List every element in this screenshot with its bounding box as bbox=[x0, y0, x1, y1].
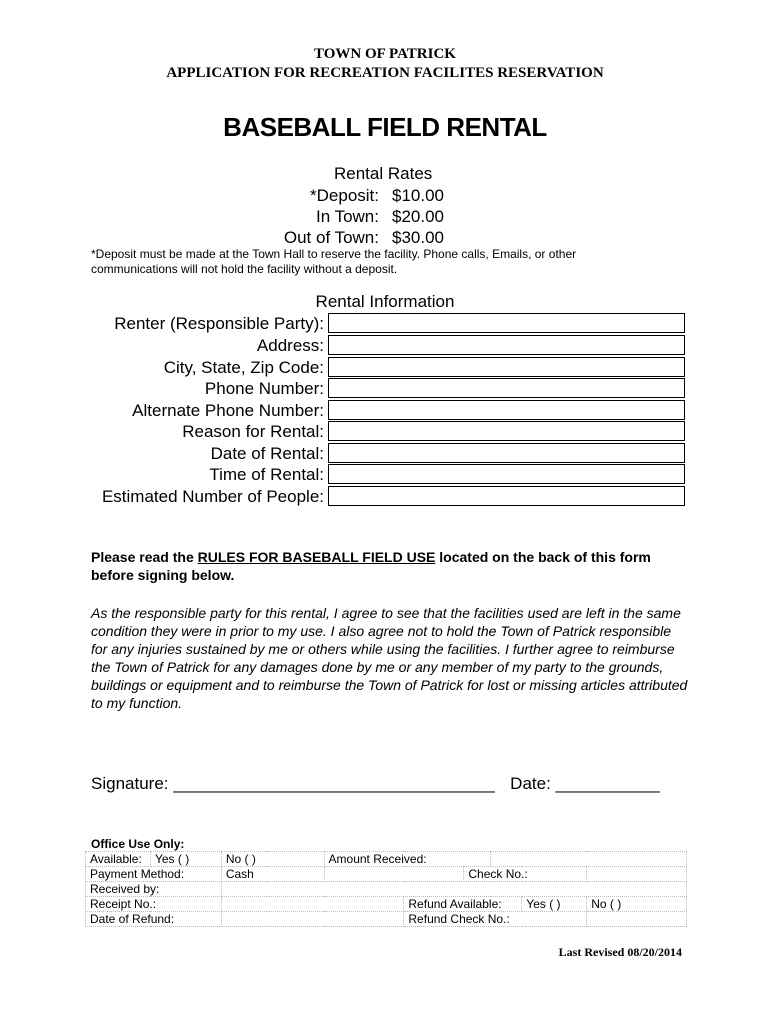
date-input[interactable] bbox=[328, 443, 685, 463]
table-row bbox=[86, 897, 687, 912]
field-people bbox=[0, 486, 770, 507]
amount-received-label: Amount Received: bbox=[324, 852, 491, 867]
field-label: Time of Rental: bbox=[209, 465, 324, 484]
renter-input[interactable] bbox=[328, 313, 685, 333]
check-no-value[interactable] bbox=[587, 867, 687, 882]
time-input[interactable] bbox=[328, 464, 685, 484]
rules-prefix: Please read the bbox=[91, 549, 198, 565]
refund-check-no-label: Refund Check No.: bbox=[404, 912, 587, 927]
page-title: BASEBALL FIELD RENTAL bbox=[223, 112, 547, 142]
signature-label: Signature: bbox=[91, 774, 169, 793]
receipt-no-value[interactable] bbox=[221, 897, 404, 912]
rate-label: *Deposit: bbox=[310, 186, 379, 205]
rules-notice bbox=[91, 548, 691, 584]
table-row bbox=[86, 867, 687, 882]
available-no[interactable]: No ( ) bbox=[221, 852, 324, 867]
rate-value: $30.00 bbox=[392, 228, 444, 247]
field-label: City, State, Zip Code: bbox=[163, 358, 324, 377]
field-label: Phone Number: bbox=[204, 379, 324, 398]
rules-suffix: located on the back of this form before signing below. bbox=[91, 549, 651, 583]
receipt-no-label: Receipt No.: bbox=[86, 897, 222, 912]
date-label: Date: bbox=[510, 774, 551, 793]
field-label: Estimated Number of People: bbox=[101, 487, 324, 506]
field-renter bbox=[0, 313, 770, 334]
table-row bbox=[86, 852, 687, 867]
office-use-title: Office Use Only: bbox=[91, 837, 185, 851]
deposit-note: *Deposit must be made at the Town Hall to reserve the facility. Phone calls, Emails, or other communications will not hold the facility without a deposit. bbox=[91, 247, 577, 276]
rate-row-deposit bbox=[0, 186, 770, 208]
field-time bbox=[0, 464, 770, 485]
town-header: TOWN OF PATRICK bbox=[314, 46, 456, 62]
reason-input[interactable] bbox=[328, 421, 685, 441]
field-city-state-zip bbox=[0, 357, 770, 378]
available-label: Available: bbox=[86, 852, 151, 867]
amount-received-value[interactable] bbox=[491, 852, 687, 867]
field-label: Address: bbox=[256, 336, 324, 355]
field-alt-phone bbox=[0, 400, 770, 421]
rental-info-heading: Rental Information bbox=[315, 292, 455, 311]
city-state-zip-input[interactable] bbox=[328, 357, 685, 377]
field-label: Reason for Rental: bbox=[182, 422, 324, 441]
application-header: APPLICATION FOR RECREATION FACILITES RESERVATION bbox=[166, 65, 604, 81]
field-address bbox=[0, 335, 770, 356]
cash-option[interactable]: Cash bbox=[221, 867, 324, 882]
rate-value: $20.00 bbox=[392, 207, 444, 226]
field-reason bbox=[0, 421, 770, 442]
blank-cell bbox=[324, 867, 464, 882]
phone-input[interactable] bbox=[328, 378, 685, 398]
rates-heading: Rental Rates bbox=[334, 164, 433, 183]
table-row bbox=[86, 882, 687, 897]
field-label: Renter (Responsible Party): bbox=[114, 314, 324, 333]
people-input[interactable] bbox=[328, 486, 685, 506]
date-line[interactable]: ___________ bbox=[555, 774, 660, 793]
rate-label: In Town: bbox=[315, 207, 379, 226]
field-phone bbox=[0, 378, 770, 399]
available-yes[interactable]: Yes ( ) bbox=[150, 852, 221, 867]
table-row bbox=[86, 912, 687, 927]
refund-check-no-value[interactable] bbox=[587, 912, 687, 927]
received-by-label: Received by: bbox=[86, 882, 222, 897]
field-label: Alternate Phone Number: bbox=[132, 401, 324, 420]
date-of-refund-value[interactable] bbox=[221, 912, 404, 927]
refund-no[interactable]: No ( ) bbox=[587, 897, 687, 912]
refund-yes[interactable]: Yes ( ) bbox=[522, 897, 587, 912]
received-by-value[interactable] bbox=[221, 882, 686, 897]
check-no-label: Check No.: bbox=[464, 867, 587, 882]
field-label: Date of Rental: bbox=[210, 444, 324, 463]
signature-row bbox=[91, 774, 660, 794]
field-date bbox=[0, 443, 770, 464]
rate-label: Out of Town: bbox=[283, 228, 379, 247]
office-use-table bbox=[85, 851, 687, 927]
address-input[interactable] bbox=[328, 335, 685, 355]
rate-value: $10.00 bbox=[392, 186, 444, 205]
refund-available-label: Refund Available: bbox=[404, 897, 522, 912]
agreement-text: As the responsible party for this rental, I agree to see that the facilities used are left in the same condition they were in prior to my use. I also agree not to hold the Town of Patrick responsible for any injuries sustained by me or others while using the facilities. I further agree to reimburse the Town of Patrick for any damages done by me or any member of my party to the grounds, buildings or equipment and to reimburse the Town of Patrick for lost or missing articles attributed to my function. bbox=[91, 605, 688, 711]
signature-line[interactable]: __________________________________ bbox=[173, 774, 495, 793]
alt-phone-input[interactable] bbox=[328, 400, 685, 420]
rate-row-in-town bbox=[0, 207, 770, 229]
date-of-refund-label: Date of Refund: bbox=[86, 912, 222, 927]
rules-link[interactable]: RULES FOR BASEBALL FIELD USE bbox=[197, 549, 436, 565]
payment-method-label: Payment Method: bbox=[86, 867, 222, 882]
last-revised: Last Revised 08/20/2014 bbox=[558, 945, 682, 959]
